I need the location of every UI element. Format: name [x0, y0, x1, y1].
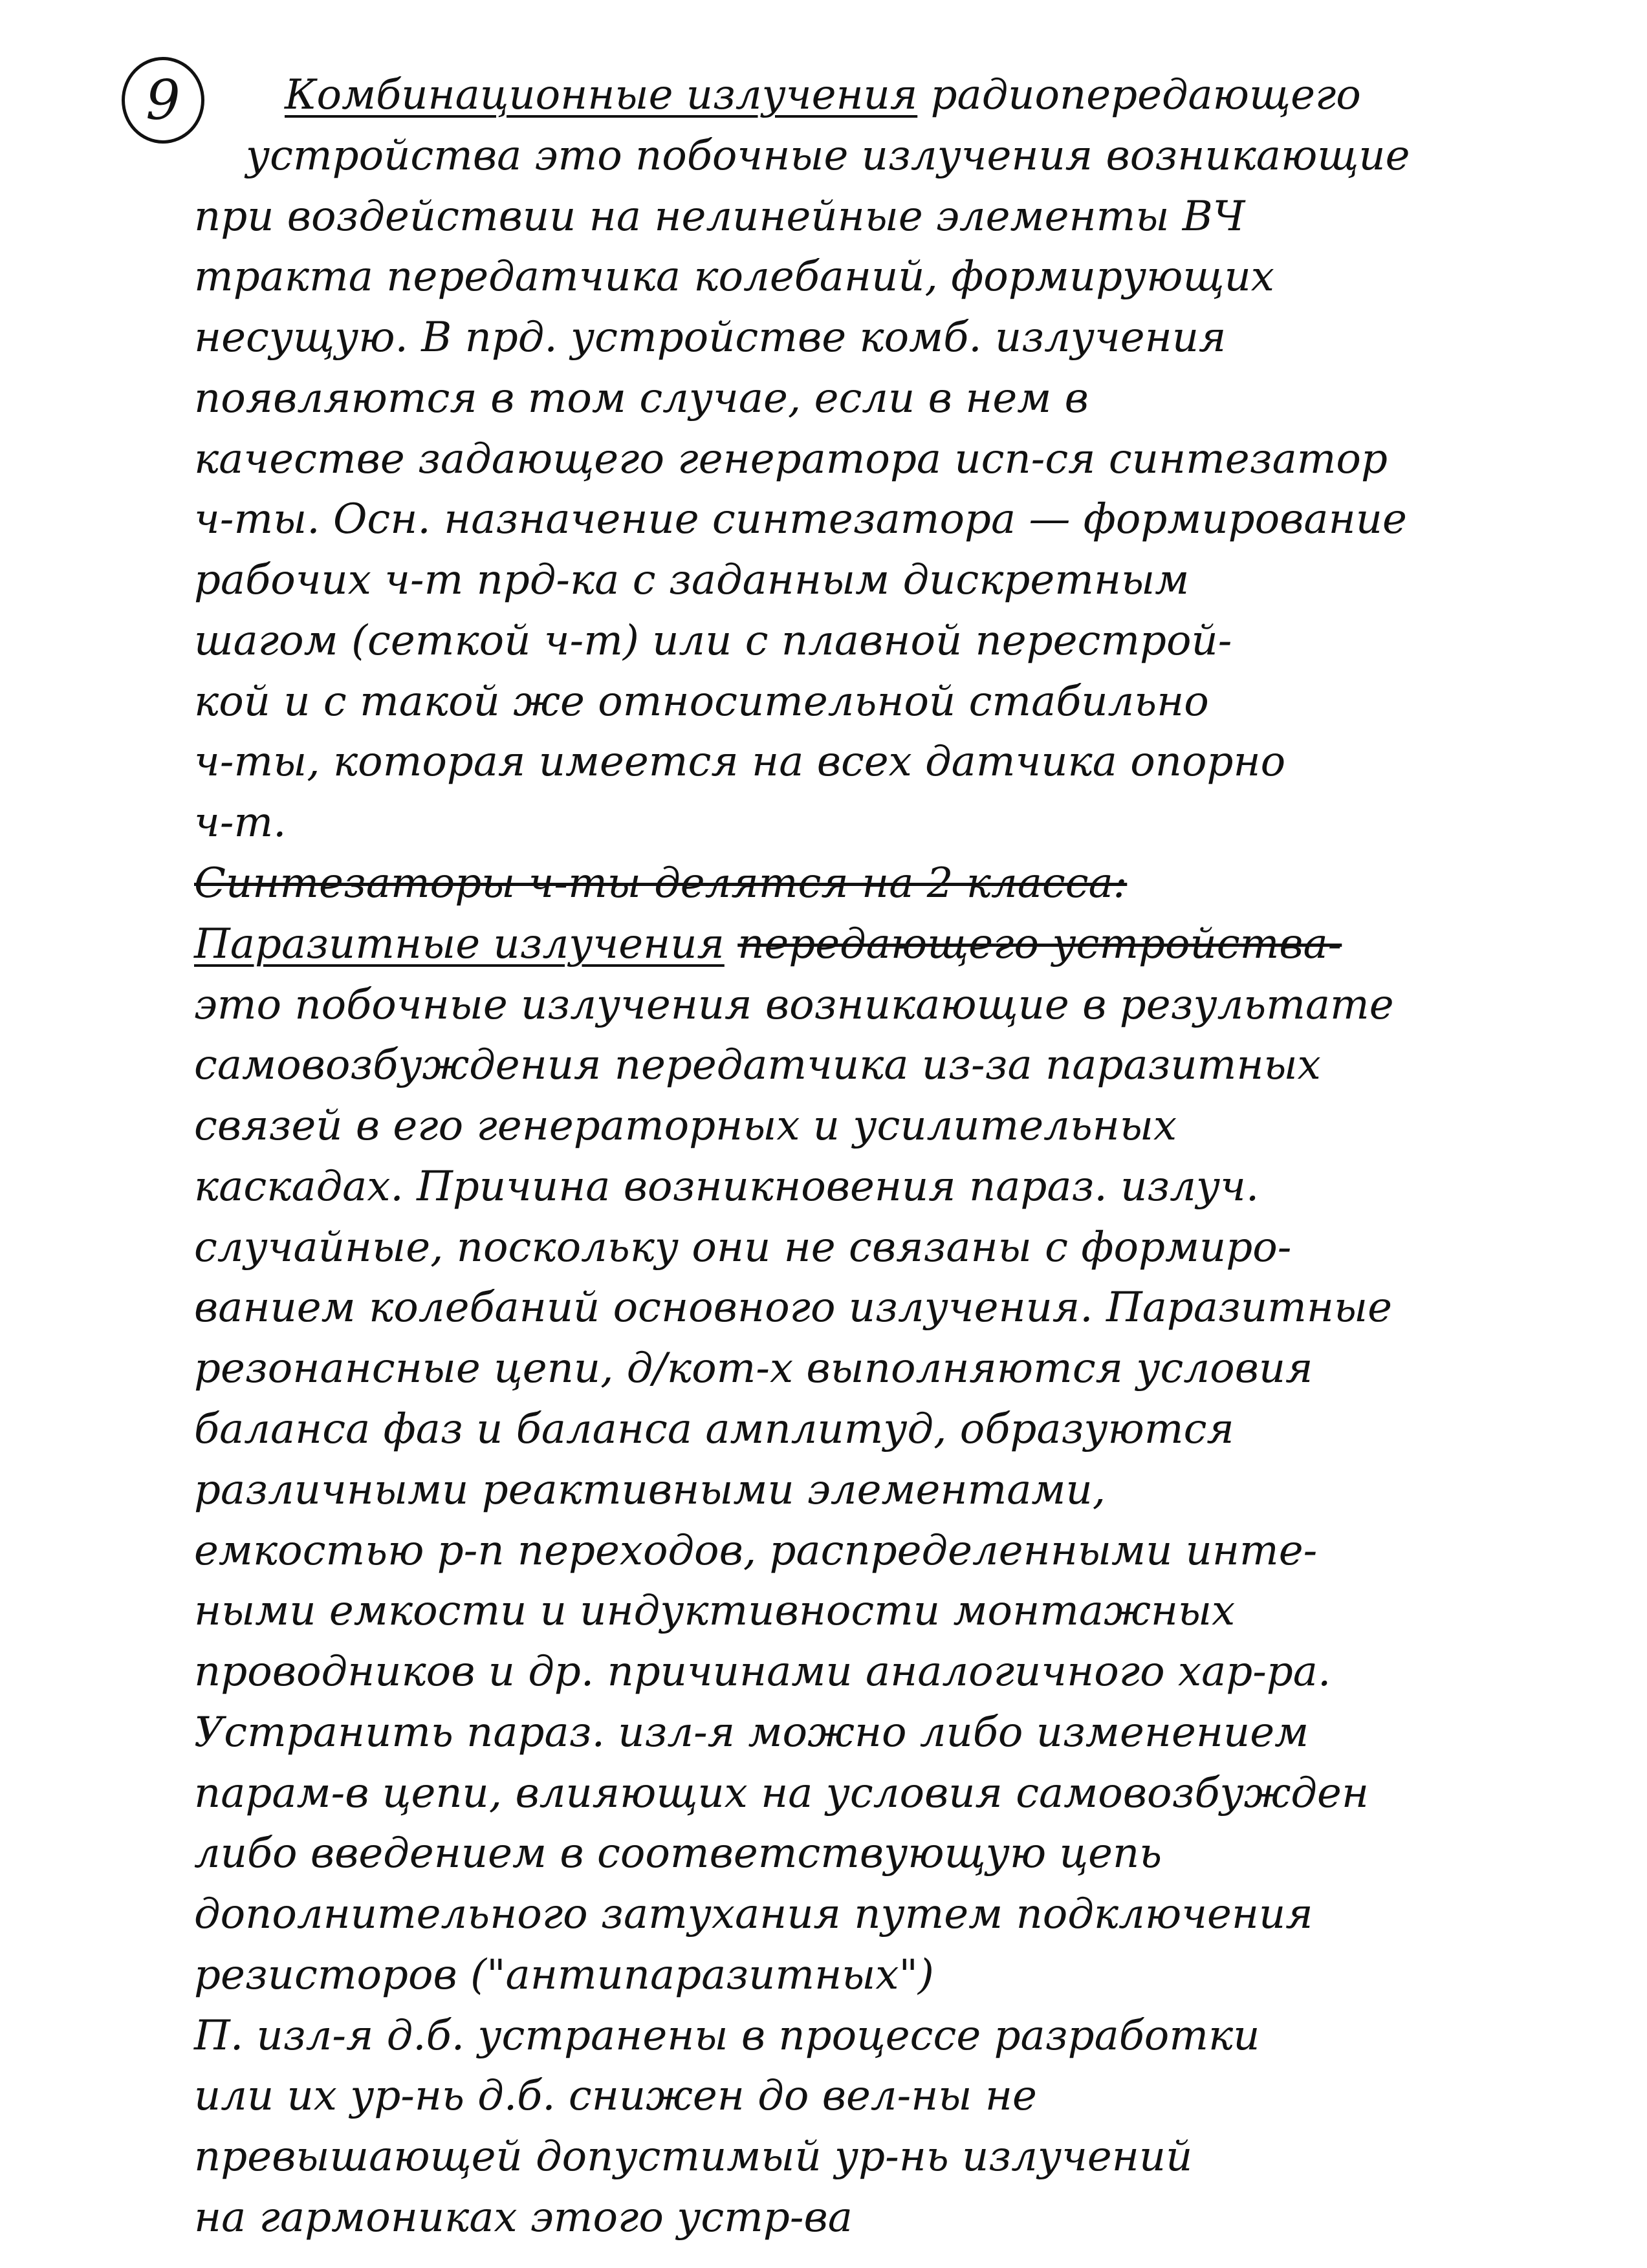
paragraph1-title-rest: радиопередающего	[930, 71, 1361, 119]
paragraph1-line: тракта передатчика колебаний, формирующих	[194, 253, 1274, 301]
paragraph1-line: при воздействии на нелинейные элементы ВЧ	[194, 193, 1245, 241]
paragraph2-line: ными емкости и индуктивности монтажных	[194, 1587, 1236, 1635]
paragraph2-line: самовозбуждения передатчика из-за паразитных	[194, 1041, 1321, 1089]
paragraph1-title-line	[285, 71, 1361, 119]
paragraph1-line: ч-т.	[194, 799, 287, 847]
paragraph3-line: П. изл-я д.б. устранены в процессе разработки	[194, 2012, 1260, 2060]
paragraph1-line: качестве задающего генератора исп-ся синтезатор	[194, 435, 1388, 483]
paragraph2-line: резисторов ("антипаразитных")	[194, 1951, 934, 1999]
paragraph2-line: баланса фаз и баланса амплитуд, образуются	[194, 1405, 1234, 1453]
paragraph2-line: проводников и др. причинами аналогичного хар-ра.	[194, 1648, 1331, 1696]
paragraph2-line: парам-в цепи, влияющих на условия самовозбужден	[194, 1769, 1369, 1817]
paragraph2-line: связей в его генераторных и усилительных	[194, 1102, 1177, 1150]
paragraph2-line: это побочные излучения возникающие в результате	[194, 981, 1394, 1029]
ticket-number: 9	[146, 69, 180, 132]
paragraph2-line: случайные, поскольку они не связаны с формиро-	[194, 1224, 1292, 1271]
paragraph2-line: ванием колебаний основного излучения. Паразитные	[194, 1284, 1392, 1332]
paragraph2-line: емкостью р-п переходов, распределенными инте-	[194, 1527, 1318, 1575]
paragraph1-line: ч-ты. Осн. назначение синтезатора — формирование	[194, 495, 1407, 543]
paragraph1-line: появляются в том случае, если в нем в	[194, 374, 1089, 422]
paragraph1-line: устройства это побочные излучения возникающие	[246, 132, 1410, 180]
paragraph2-line: различными реактивными элементами,	[194, 1466, 1106, 1514]
paragraph2-line: Устранить параз. изл-я можно либо изменением	[194, 1709, 1309, 1756]
paragraph2-title-struck: передающего устройства-	[737, 920, 1342, 968]
paragraph1-line: шагом (сеткой ч-т) или с плавной перестрой-	[194, 617, 1232, 665]
paragraph3-line: превышающей допустимый ур-нь излучений	[194, 2133, 1193, 2181]
paragraph3-line: на гармониках этого устр-ва	[194, 2194, 853, 2241]
paragraph1-line: кой и с такой же относительной стабильно	[194, 678, 1209, 726]
paragraph1-title: Комбинационные излучения	[285, 71, 918, 119]
paragraph1-line: рабочих ч-т прд-ка с заданным дискретным	[194, 556, 1190, 604]
ticket-number-circle	[122, 57, 204, 144]
paragraph3-line: или их ур-нь д.б. снижен до вел-ны не	[194, 2072, 1037, 2120]
paragraph1-line: ч-ты, которая имеется на всех датчика опорно	[194, 738, 1286, 786]
paragraph2-title-line	[194, 920, 1342, 968]
paragraph2-line: резонансные цепи, д/кот-х выполняются условия	[194, 1345, 1313, 1392]
paragraph2-line: дополнительного затухания путем подключения	[194, 1890, 1313, 1938]
paragraph2-line: каскадах. Причина возникновения параз. излуч.	[194, 1163, 1260, 1211]
struck-out-line: Синтезаторы ч-ты делятся на 2 класса:	[194, 859, 1128, 907]
paragraph2-line: либо введением в соответствующую цепь	[194, 1830, 1162, 1877]
paragraph1-line: несущую. В прд. устройстве комб. излучения	[194, 314, 1227, 362]
paragraph2-title: Паразитные излучения	[194, 920, 725, 968]
